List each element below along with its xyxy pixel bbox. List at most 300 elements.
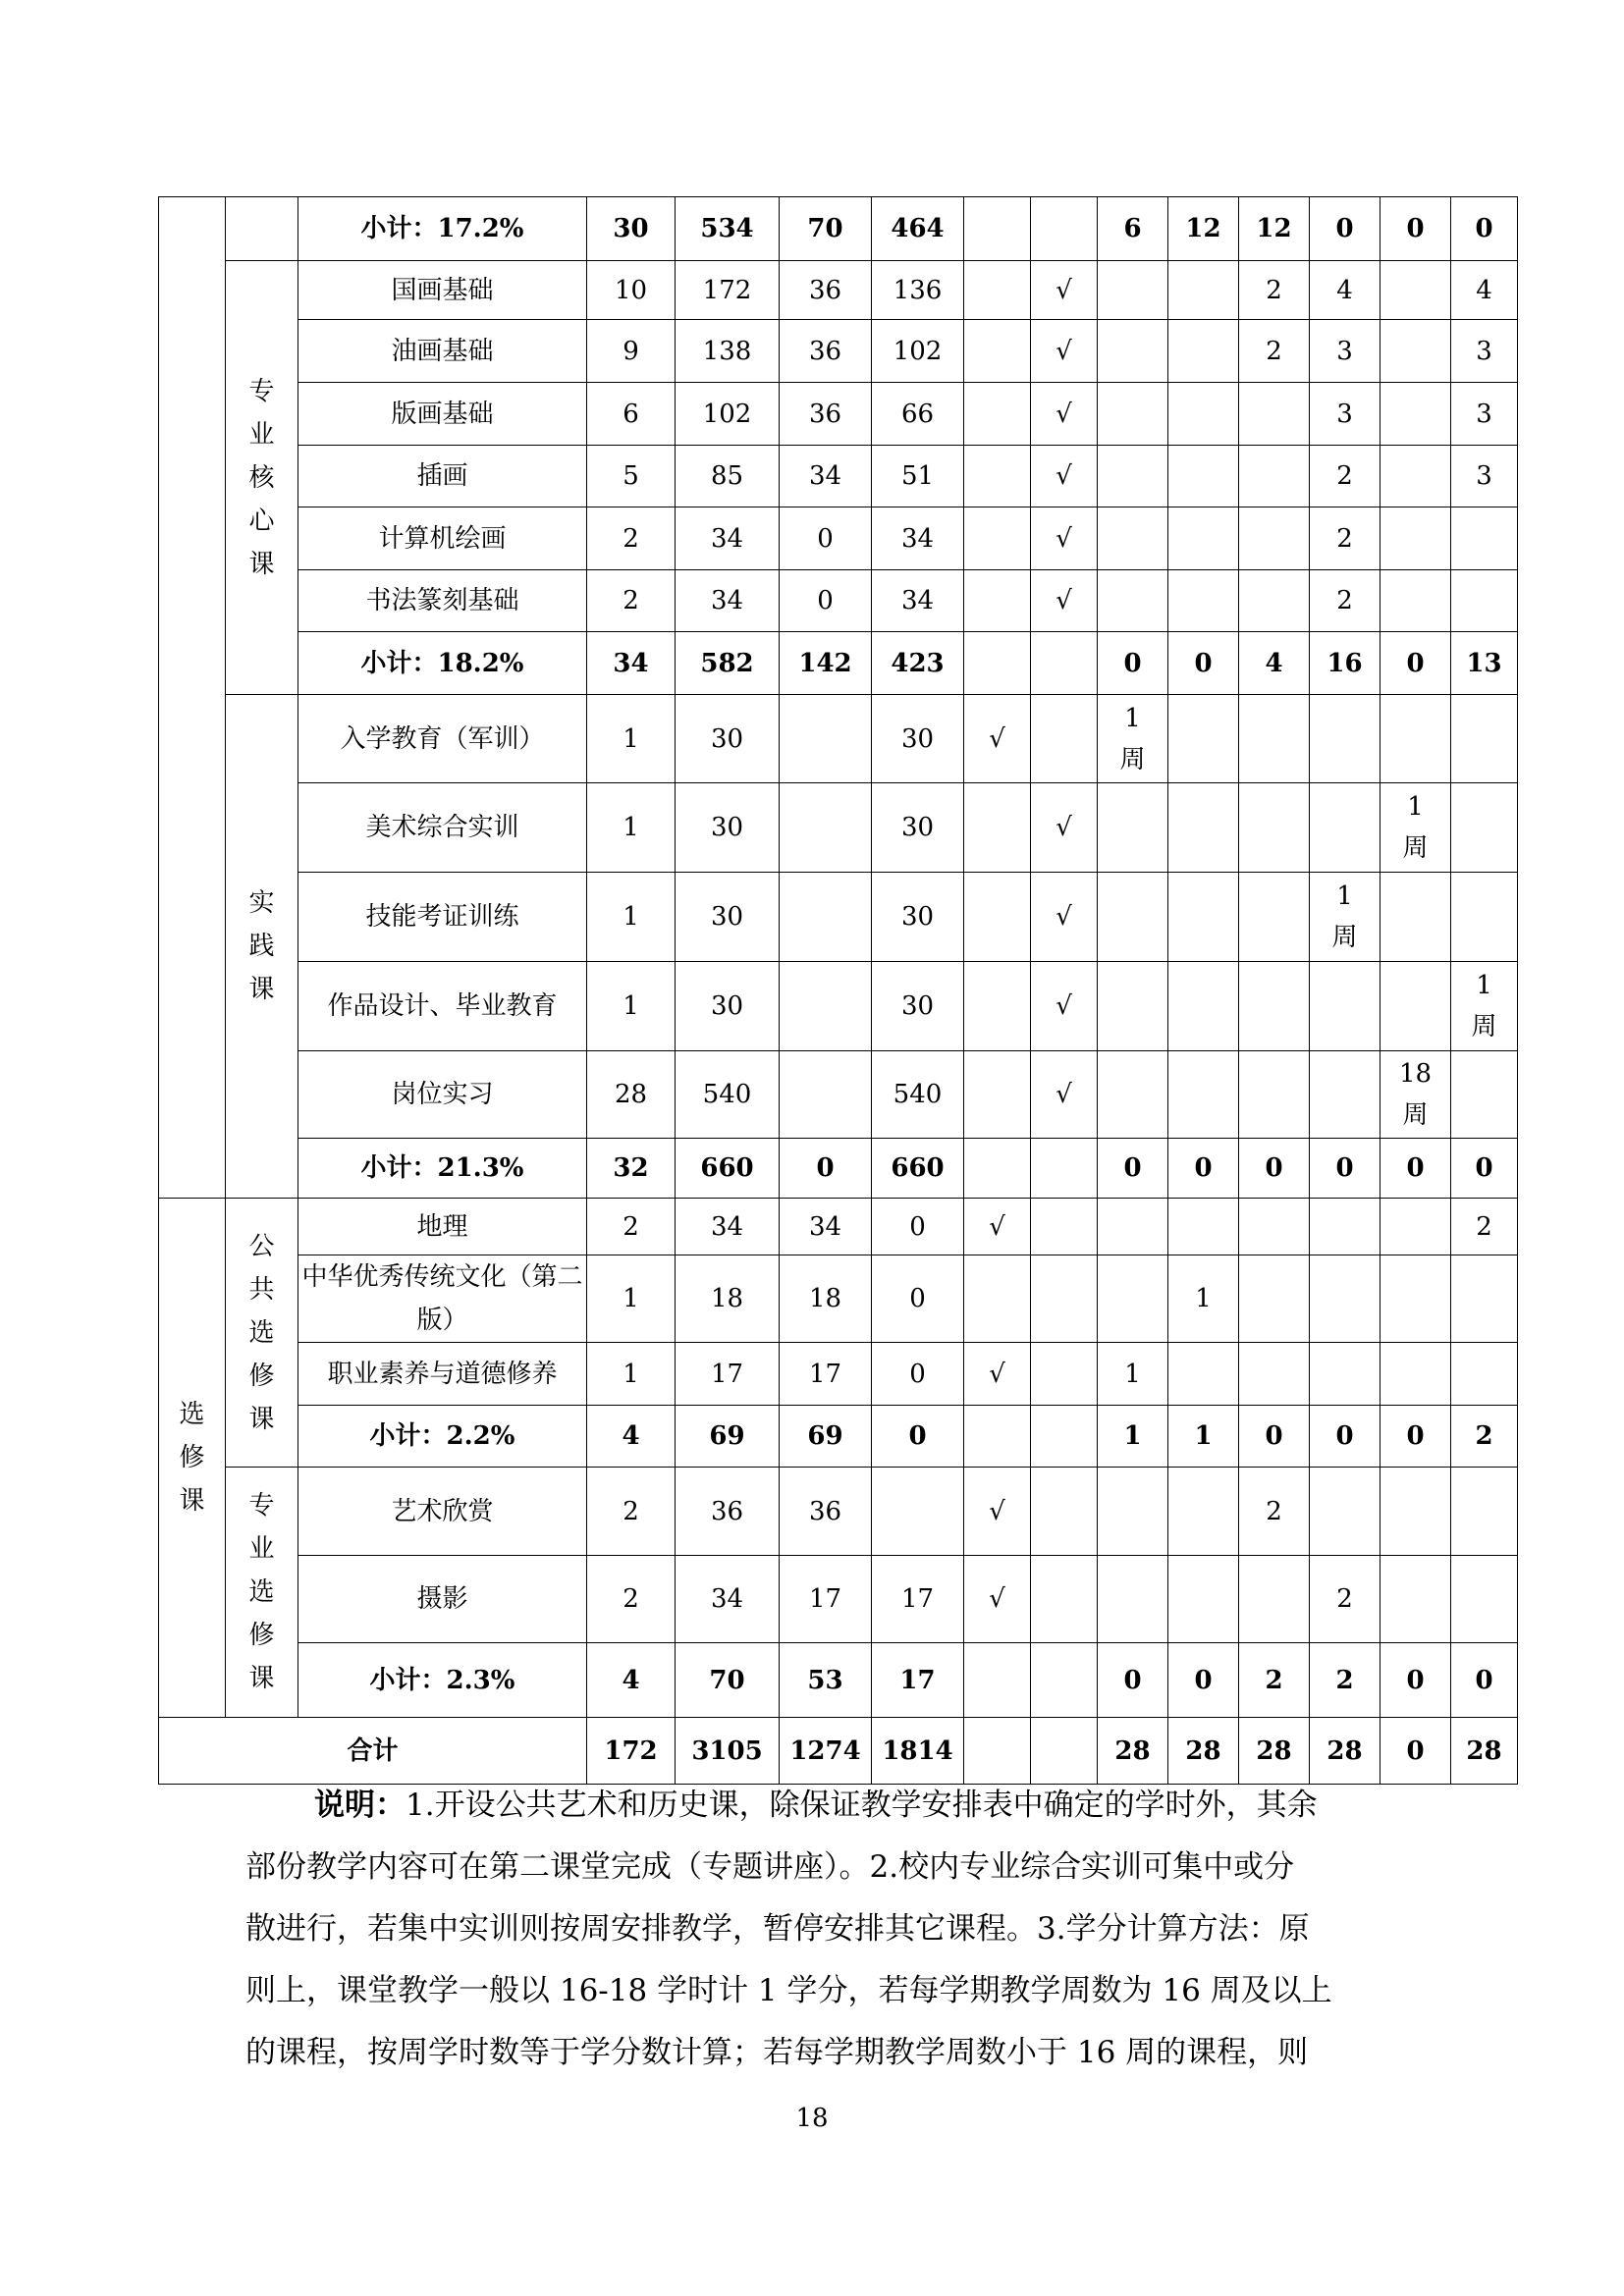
theory-hours-cell: 36 — [780, 320, 872, 383]
total-hours-cell: 70 — [676, 1643, 780, 1718]
semester-cell — [1239, 1255, 1310, 1343]
semester-cell: 28 — [1310, 1718, 1380, 1785]
course-name: 书法篆刻基础 — [298, 570, 587, 632]
credits-cell: 34 — [587, 632, 676, 695]
practice-hours-cell: 66 — [872, 383, 964, 446]
semester-cell: 0 — [1239, 1406, 1310, 1468]
semester-cell: 12 — [1239, 197, 1310, 261]
total-hours-cell: 582 — [676, 632, 780, 695]
semester-cell — [1239, 1051, 1310, 1139]
note-lead: 说明： — [314, 1788, 406, 1823]
semester-cell — [1310, 1343, 1380, 1406]
credits-cell: 172 — [587, 1718, 676, 1785]
subtotal-label: 小计：17.2% — [298, 197, 587, 261]
credits-cell: 10 — [587, 261, 676, 320]
semester-cell — [1239, 383, 1310, 446]
total-hours-cell: 34 — [676, 1199, 780, 1255]
category-label-elective: 选 修 课 — [159, 1199, 226, 1718]
semester-cell: 13 — [1451, 632, 1518, 695]
semester-cell — [1380, 320, 1451, 383]
semester-cell — [1168, 783, 1239, 873]
theory-hours-cell: 17 — [780, 1556, 872, 1643]
semester-cell: 2 — [1239, 261, 1310, 320]
check-mark — [1031, 1468, 1098, 1556]
semester-cell: 2 — [1310, 570, 1380, 632]
table-row — [159, 570, 1518, 632]
table-row — [159, 507, 1518, 570]
semester-cell — [1310, 783, 1380, 873]
semester-cell: 3 — [1451, 320, 1518, 383]
subtotal-label: 小计：21.3% — [298, 1139, 587, 1199]
theory-hours-cell: 0 — [780, 1139, 872, 1199]
explanation-note — [245, 1775, 1384, 2084]
practice-hours-cell: 1814 — [872, 1718, 964, 1785]
semester-cell — [1380, 1255, 1451, 1343]
semester-cell: 16 — [1310, 632, 1380, 695]
semester-cell: 6 — [1098, 197, 1168, 261]
exam-mark: √ — [964, 1468, 1031, 1556]
exam-mark — [964, 1406, 1031, 1468]
semester-cell: 2 — [1310, 507, 1380, 570]
theory-hours-cell: 17 — [780, 1343, 872, 1406]
semester-cell: 4 — [1310, 261, 1380, 320]
total-hours-cell: 18 — [676, 1255, 780, 1343]
semester-cell — [1098, 783, 1168, 873]
exam-mark — [964, 873, 1031, 962]
table-row — [159, 197, 1518, 261]
practice-hours-cell: 17 — [872, 1556, 964, 1643]
total-hours-cell: 102 — [676, 383, 780, 446]
semester-cell: 2 — [1451, 1406, 1518, 1468]
course-name: 职业素养与道德修养 — [298, 1343, 587, 1406]
semester-cell — [1451, 570, 1518, 632]
check-mark: √ — [1031, 962, 1098, 1051]
semester-cell: 0 — [1310, 197, 1380, 261]
check-mark — [1031, 1556, 1098, 1643]
exam-mark: √ — [964, 1556, 1031, 1643]
course-name: 油画基础 — [298, 320, 587, 383]
semester-cell — [1098, 446, 1168, 507]
semester-cell — [1451, 1255, 1518, 1343]
semester-cell — [1310, 1199, 1380, 1255]
theory-hours-cell — [780, 873, 872, 962]
total-hours-cell: 30 — [676, 695, 780, 783]
semester-cell: 1 周 — [1310, 873, 1380, 962]
table-row — [159, 383, 1518, 446]
theory-hours-cell: 1274 — [780, 1718, 872, 1785]
practice-hours-cell: 30 — [872, 695, 964, 783]
course-name: 地理 — [298, 1199, 587, 1255]
semester-cell — [1168, 446, 1239, 507]
table-row — [159, 446, 1518, 507]
page-number: 18 — [795, 2104, 829, 2133]
semester-cell: 0 — [1168, 632, 1239, 695]
semester-cell — [1168, 1199, 1239, 1255]
check-mark — [1031, 197, 1098, 261]
exam-mark: √ — [964, 1199, 1031, 1255]
semester-cell — [1380, 1199, 1451, 1255]
semester-cell — [1451, 507, 1518, 570]
semester-cell: 0 — [1380, 1406, 1451, 1468]
credits-cell: 1 — [587, 962, 676, 1051]
credits-cell: 2 — [587, 507, 676, 570]
credits-cell: 2 — [587, 1199, 676, 1255]
semester-cell — [1098, 507, 1168, 570]
semester-cell — [1098, 320, 1168, 383]
total-hours-cell: 34 — [676, 570, 780, 632]
exam-mark — [964, 1051, 1031, 1139]
table-row — [159, 873, 1518, 962]
credits-cell: 6 — [587, 383, 676, 446]
course-name: 摄影 — [298, 1556, 587, 1643]
semester-cell: 1 — [1098, 1406, 1168, 1468]
table-row — [159, 1255, 1518, 1343]
practice-hours-cell: 540 — [872, 1051, 964, 1139]
theory-hours-cell: 34 — [780, 446, 872, 507]
check-mark: √ — [1031, 383, 1098, 446]
semester-cell — [1239, 570, 1310, 632]
semester-cell: 2 — [1239, 1468, 1310, 1556]
table-row — [159, 632, 1518, 695]
semester-cell — [1380, 570, 1451, 632]
credits-cell: 1 — [587, 1343, 676, 1406]
semester-cell: 3 — [1310, 383, 1380, 446]
group-label-public-elective: 公 共 选 修 课 — [226, 1199, 298, 1468]
semester-cell: 2 — [1310, 446, 1380, 507]
table-row — [159, 1406, 1518, 1468]
semester-cell: 3 — [1451, 383, 1518, 446]
table-row — [159, 1199, 1518, 1255]
check-mark: √ — [1031, 570, 1098, 632]
semester-cell: 0 — [1380, 197, 1451, 261]
group-label-practice: 实 践 课 — [226, 695, 298, 1199]
check-mark — [1031, 632, 1098, 695]
credits-cell: 1 — [587, 1255, 676, 1343]
exam-mark — [964, 197, 1031, 261]
course-name: 艺术欣赏 — [298, 1468, 587, 1556]
semester-cell — [1239, 446, 1310, 507]
semester-cell — [1168, 1051, 1239, 1139]
course-name: 插画 — [298, 446, 587, 507]
course-name: 技能考证训练 — [298, 873, 587, 962]
total-hours-cell: 30 — [676, 962, 780, 1051]
total-hours-cell: 30 — [676, 783, 780, 873]
theory-hours-cell: 36 — [780, 261, 872, 320]
group-label-core: 专 业 核 心 课 — [226, 261, 298, 695]
exam-mark: √ — [964, 1343, 1031, 1406]
theory-hours-cell: 36 — [780, 1468, 872, 1556]
semester-cell — [1168, 1343, 1239, 1406]
semester-cell — [1380, 446, 1451, 507]
category-cell — [159, 197, 226, 1199]
check-mark: √ — [1031, 783, 1098, 873]
semester-cell: 1 — [1098, 1343, 1168, 1406]
check-mark — [1031, 1199, 1098, 1255]
theory-hours-cell: 53 — [780, 1643, 872, 1718]
semester-cell — [1098, 1468, 1168, 1556]
semester-cell: 0 — [1451, 1139, 1518, 1199]
theory-hours-cell — [780, 783, 872, 873]
subtotal-label: 小计：2.2% — [298, 1406, 587, 1468]
theory-hours-cell: 70 — [780, 197, 872, 261]
semester-cell: 3 — [1451, 446, 1518, 507]
practice-hours-cell: 136 — [872, 261, 964, 320]
total-hours-cell: 17 — [676, 1343, 780, 1406]
semester-cell — [1310, 1255, 1380, 1343]
semester-cell — [1098, 1051, 1168, 1139]
check-mark — [1031, 695, 1098, 783]
semester-cell: 2 — [1239, 1643, 1310, 1718]
semester-cell — [1239, 1199, 1310, 1255]
theory-hours-cell: 18 — [780, 1255, 872, 1343]
semester-cell: 28 — [1098, 1718, 1168, 1785]
credits-cell: 9 — [587, 320, 676, 383]
practice-hours-cell: 660 — [872, 1139, 964, 1199]
course-name: 美术综合实训 — [298, 783, 587, 873]
exam-mark — [964, 320, 1031, 383]
check-mark — [1031, 1406, 1098, 1468]
table-row — [159, 1051, 1518, 1139]
exam-mark — [964, 261, 1031, 320]
note-line: 则上，课堂教学一般以 16-18 学时计 1 学分，若每学期教学周数为 16 周及以上 — [245, 1973, 1332, 2008]
semester-cell: 4 — [1451, 261, 1518, 320]
semester-cell — [1451, 1468, 1518, 1556]
check-mark: √ — [1031, 446, 1098, 507]
theory-hours-cell — [780, 962, 872, 1051]
semester-cell — [1239, 962, 1310, 1051]
semester-cell: 0 — [1380, 1643, 1451, 1718]
semester-cell — [1098, 1556, 1168, 1643]
exam-mark — [964, 1643, 1031, 1718]
practice-hours-cell: 102 — [872, 320, 964, 383]
note-line: 的课程，按周学时数等于学分数计算；若每学期教学周数小于 16 周的课程，则 — [245, 2035, 1309, 2070]
semester-cell — [1380, 1556, 1451, 1643]
semester-cell — [1239, 783, 1310, 873]
practice-hours-cell: 0 — [872, 1406, 964, 1468]
note-line: 1.开设公共艺术和历史课，除保证教学安排表中确定的学时外，其余 — [406, 1788, 1318, 1823]
exam-mark — [964, 446, 1031, 507]
total-hours-cell: 69 — [676, 1406, 780, 1468]
practice-hours-cell: 30 — [872, 962, 964, 1051]
practice-hours-cell: 34 — [872, 570, 964, 632]
semester-cell: 0 — [1098, 632, 1168, 695]
semester-cell — [1239, 1556, 1310, 1643]
course-name: 入学教育（军训） — [298, 695, 587, 783]
semester-cell — [1168, 320, 1239, 383]
semester-cell — [1380, 1343, 1451, 1406]
total-label: 合计 — [159, 1718, 587, 1785]
semester-cell: 28 — [1239, 1718, 1310, 1785]
semester-cell — [1451, 783, 1518, 873]
total-hours-cell: 660 — [676, 1139, 780, 1199]
semester-cell: 1 周 — [1451, 962, 1518, 1051]
semester-cell — [1239, 507, 1310, 570]
course-name: 计算机绘画 — [298, 507, 587, 570]
credits-cell: 32 — [587, 1139, 676, 1199]
credits-cell: 28 — [587, 1051, 676, 1139]
table-row — [159, 1643, 1518, 1718]
total-hours-cell: 34 — [676, 1556, 780, 1643]
semester-cell: 0 — [1310, 1406, 1380, 1468]
semester-cell: 1 — [1168, 1255, 1239, 1343]
semester-cell — [1168, 873, 1239, 962]
practice-hours-cell: 0 — [872, 1199, 964, 1255]
semester-cell — [1310, 695, 1380, 783]
semester-cell — [1380, 261, 1451, 320]
semester-cell — [1310, 1051, 1380, 1139]
subtotal-label: 小计：18.2% — [298, 632, 587, 695]
exam-mark — [964, 570, 1031, 632]
table-row — [159, 783, 1518, 873]
semester-cell — [1168, 962, 1239, 1051]
practice-hours-cell: 0 — [872, 1343, 964, 1406]
exam-mark — [964, 507, 1031, 570]
total-hours-cell: 30 — [676, 873, 780, 962]
semester-cell — [1098, 962, 1168, 1051]
semester-cell — [1451, 1051, 1518, 1139]
table-row — [159, 695, 1518, 783]
semester-cell — [1098, 1255, 1168, 1343]
exam-mark — [964, 783, 1031, 873]
semester-cell: 2 — [1310, 1643, 1380, 1718]
practice-hours-cell: 0 — [872, 1255, 964, 1343]
semester-cell — [1451, 1556, 1518, 1643]
semester-cell — [1168, 507, 1239, 570]
credits-cell: 5 — [587, 446, 676, 507]
semester-cell: 2 — [1310, 1556, 1380, 1643]
credits-cell: 1 — [587, 783, 676, 873]
credits-cell: 30 — [587, 197, 676, 261]
curriculum-table — [158, 196, 1518, 1785]
semester-cell: 0 — [1380, 632, 1451, 695]
practice-hours-cell: 51 — [872, 446, 964, 507]
semester-cell: 2 — [1451, 1199, 1518, 1255]
total-hours-cell: 36 — [676, 1468, 780, 1556]
semester-cell: 28 — [1168, 1718, 1239, 1785]
semester-cell — [1239, 873, 1310, 962]
exam-mark — [964, 1139, 1031, 1199]
theory-hours-cell: 0 — [780, 507, 872, 570]
group-cell — [226, 197, 298, 261]
theory-hours-cell — [780, 695, 872, 783]
semester-cell — [1380, 962, 1451, 1051]
semester-cell: 1 周 — [1098, 695, 1168, 783]
course-name: 岗位实习 — [298, 1051, 587, 1139]
credits-cell: 2 — [587, 1468, 676, 1556]
table-row — [159, 1468, 1518, 1556]
semester-cell: 0 — [1239, 1139, 1310, 1199]
check-mark — [1031, 1643, 1098, 1718]
practice-hours-cell: 34 — [872, 507, 964, 570]
theory-hours-cell: 69 — [780, 1406, 872, 1468]
practice-hours-cell: 423 — [872, 632, 964, 695]
semester-cell: 12 — [1168, 197, 1239, 261]
semester-cell — [1168, 570, 1239, 632]
exam-mark: √ — [964, 695, 1031, 783]
group-label-major-elective: 专 业 选 修 课 — [226, 1468, 298, 1718]
semester-cell: 0 — [1168, 1643, 1239, 1718]
total-hours-cell: 540 — [676, 1051, 780, 1139]
exam-mark — [964, 1255, 1031, 1343]
semester-cell — [1098, 383, 1168, 446]
theory-hours-cell: 34 — [780, 1199, 872, 1255]
semester-cell — [1451, 873, 1518, 962]
semester-cell — [1098, 873, 1168, 962]
credits-cell: 1 — [587, 695, 676, 783]
course-name: 国画基础 — [298, 261, 587, 320]
semester-cell: 28 — [1451, 1718, 1518, 1785]
credits-cell: 2 — [587, 1556, 676, 1643]
table-row — [159, 261, 1518, 320]
theory-hours-cell: 36 — [780, 383, 872, 446]
total-hours-cell: 534 — [676, 197, 780, 261]
table-row — [159, 1556, 1518, 1643]
semester-cell — [1239, 695, 1310, 783]
practice-hours-cell: 30 — [872, 783, 964, 873]
semester-cell — [1451, 1343, 1518, 1406]
semester-cell: 4 — [1239, 632, 1310, 695]
exam-mark — [964, 632, 1031, 695]
subtotal-label: 小计：2.3% — [298, 1643, 587, 1718]
semester-cell: 0 — [1098, 1139, 1168, 1199]
note-line: 散进行，若集中实训则按周安排教学，暂停安排其它课程。3.学分计算方法：原 — [245, 1911, 1310, 1947]
check-mark: √ — [1031, 1051, 1098, 1139]
total-hours-cell: 34 — [676, 507, 780, 570]
semester-cell — [1310, 962, 1380, 1051]
semester-cell — [1168, 383, 1239, 446]
semester-cell: 0 — [1380, 1718, 1451, 1785]
theory-hours-cell: 142 — [780, 632, 872, 695]
practice-hours-cell: 464 — [872, 197, 964, 261]
semester-cell — [1098, 570, 1168, 632]
semester-cell: 0 — [1098, 1643, 1168, 1718]
total-hours-cell: 3105 — [676, 1718, 780, 1785]
total-hours-cell: 172 — [676, 261, 780, 320]
semester-cell — [1168, 1468, 1239, 1556]
semester-cell: 1 周 — [1380, 783, 1451, 873]
semester-cell — [1380, 383, 1451, 446]
table-row — [159, 1139, 1518, 1199]
check-mark — [1031, 1343, 1098, 1406]
total-hours-cell: 138 — [676, 320, 780, 383]
semester-cell — [1380, 873, 1451, 962]
credits-cell: 4 — [587, 1643, 676, 1718]
table-row — [159, 320, 1518, 383]
exam-mark — [964, 962, 1031, 1051]
semester-cell — [1168, 1556, 1239, 1643]
semester-cell: 0 — [1310, 1139, 1380, 1199]
semester-cell — [1310, 1468, 1380, 1556]
course-name: 中华优秀传统文化（第二版） — [298, 1255, 587, 1343]
note-line: 部份教学内容可在第二课堂完成（专题讲座）。2.校内专业综合实训可集中或分 — [245, 1849, 1295, 1885]
semester-cell — [1098, 261, 1168, 320]
check-mark: √ — [1031, 320, 1098, 383]
check-mark — [1031, 1139, 1098, 1199]
semester-cell: 3 — [1310, 320, 1380, 383]
check-mark: √ — [1031, 873, 1098, 962]
semester-cell — [1451, 695, 1518, 783]
semester-cell: 0 — [1168, 1139, 1239, 1199]
credits-cell: 1 — [587, 873, 676, 962]
check-mark — [1031, 1255, 1098, 1343]
course-name: 作品设计、毕业教育 — [298, 962, 587, 1051]
semester-cell — [1380, 1468, 1451, 1556]
credits-cell: 4 — [587, 1406, 676, 1468]
semester-cell — [1098, 1199, 1168, 1255]
check-mark: √ — [1031, 261, 1098, 320]
semester-cell — [1168, 261, 1239, 320]
table-row — [159, 962, 1518, 1051]
